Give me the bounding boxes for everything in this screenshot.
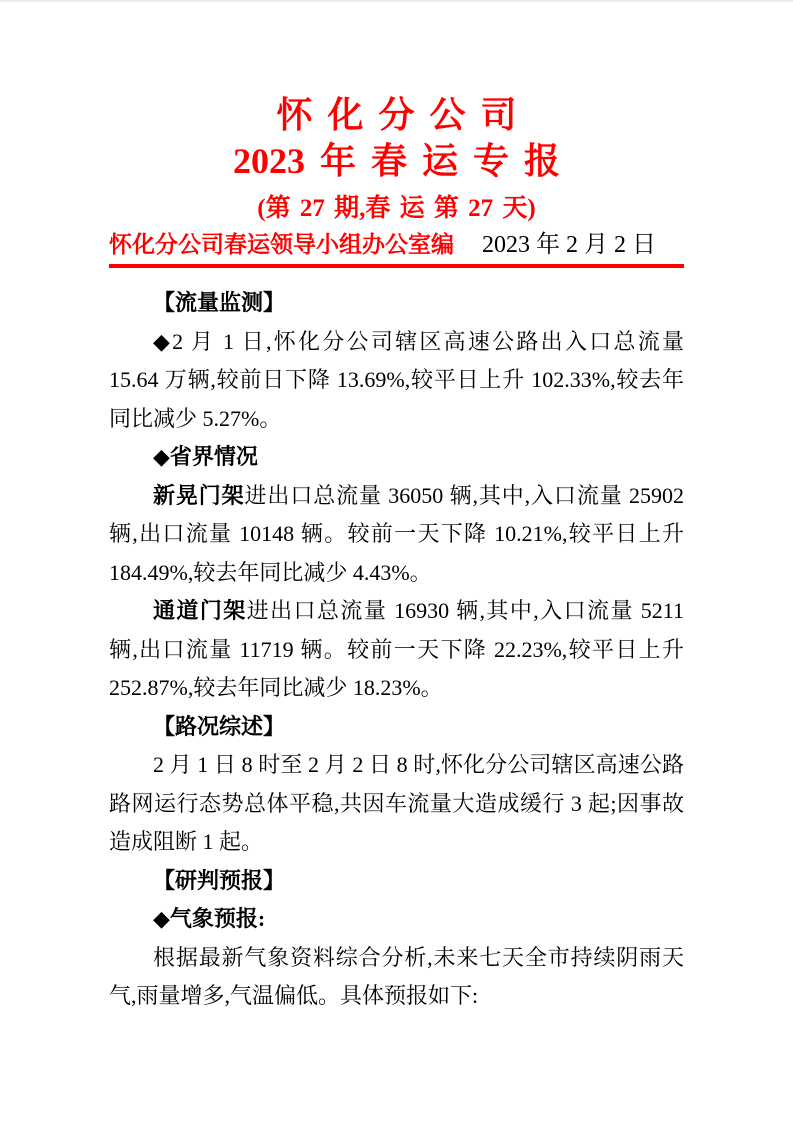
paragraph-tongdao-gantry — [109, 592, 684, 708]
issue-info: (第 27 期,春 运 第 27 天) — [257, 195, 536, 222]
xinhuang-gantry-name: 新晃门架 — [153, 482, 245, 508]
paragraph-traffic-summary: ◆2 月 1 日,怀化分公司辖区高速公路出入口总流量 15.64 万辆,较前日下降 13.69%,较平日上升 102.33%,较去年同比减少 5.27%。 — [109, 328, 684, 431]
paragraph-road-conditions: 2 月 1 日 8 时至 2 月 2 日 8 时,怀化分公司辖区高速公路路网运行态势总体平稳,共因车流量大造成缓行 3 起;因事故造成阻断 1 起。 — [109, 752, 684, 854]
section-heading-forecast: 【研判预报】 — [153, 867, 286, 893]
title-block — [109, 2, 684, 226]
issue-date: 2023 年 2 月 2 日 — [482, 232, 656, 258]
byline-row — [109, 230, 684, 260]
subsection-heading-weather-forecast: ◆气象预报: — [153, 906, 266, 931]
paragraph-weather-forecast: 根据最新气象资料综合分析,未来七天全市持续阴雨天气,雨量增多,气温偏低。具体预报如下: — [109, 944, 684, 1008]
report-title-line2: 2023 年 春 运 专 报 — [232, 141, 560, 181]
xinhuang-gantry-detail: 进出口总流量 36050 辆,其中,入口流量 25902 辆,出口流量 10148 辆。较前一天下降 10.21%,较平日上升 184.49%,较去年同比减少 4.43%。 — [109, 482, 684, 585]
section-heading-traffic-monitoring: 【流量监测】 — [153, 290, 286, 315]
section-heading-road-conditions: 【路况综述】 — [153, 713, 286, 739]
tongdao-gantry-name: 通道门架 — [153, 598, 247, 623]
document-body — [109, 284, 684, 1016]
report-content — [109, 2, 684, 1016]
byline: 怀化分公司春运领导小组办公室编 — [109, 232, 454, 257]
divider-rule — [109, 264, 684, 268]
paragraph-xinhuang-gantry — [109, 477, 684, 593]
section-heading-provincial-border: ◆省界情况 — [153, 444, 258, 469]
report-title-line1: 怀 化 分 公 司 — [276, 95, 517, 135]
tongdao-gantry-detail: 进出口总流量 16930 辆,其中,入口流量 5211 辆,出口流量 11719 辆。较前一天下降 22.23%,较平日上升 252.87%,较去年同比减少 18.23%。 — [109, 598, 684, 700]
